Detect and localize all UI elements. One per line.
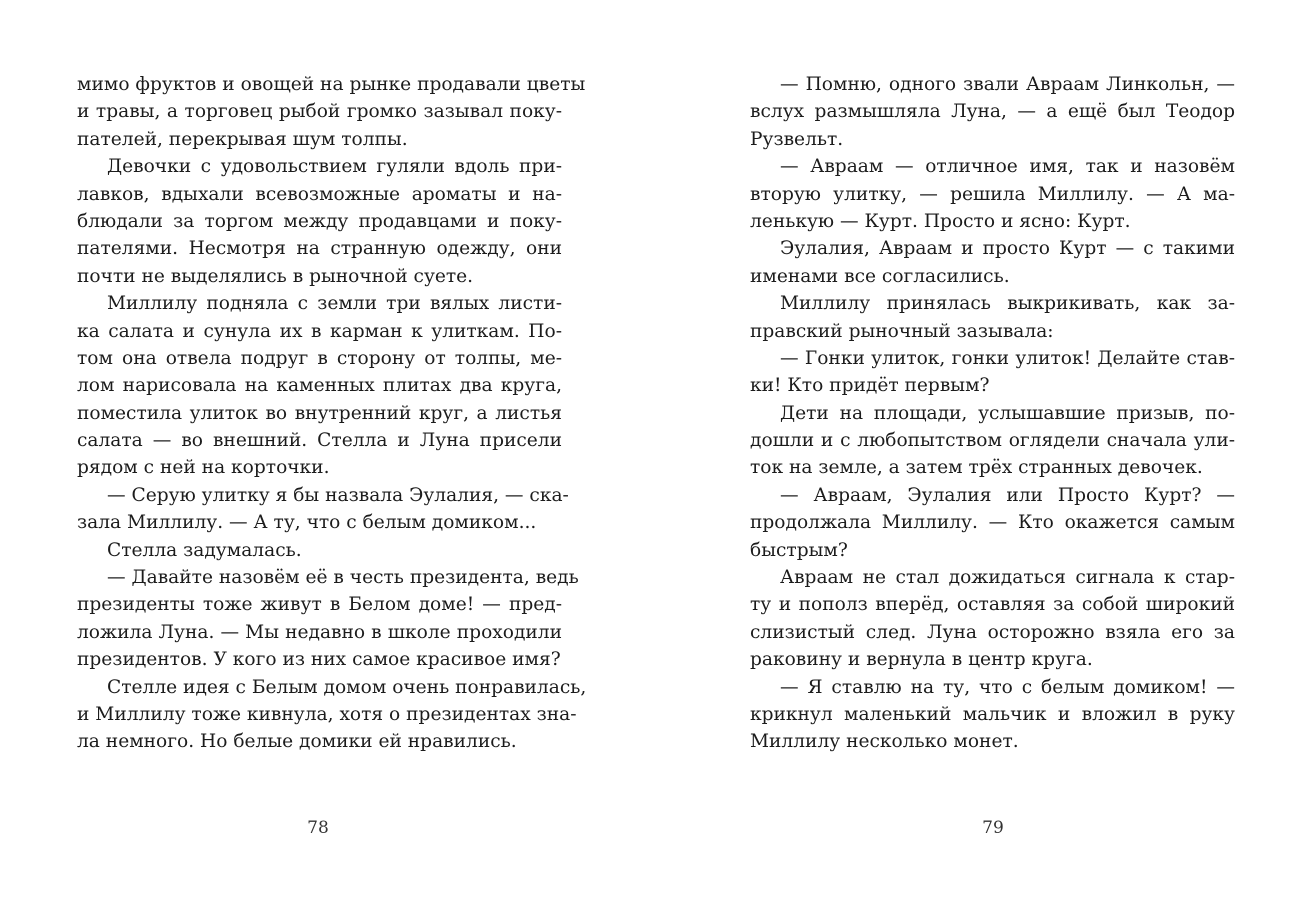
text-line: Дети на площади, услышавшие призыв, по- bbox=[780, 402, 1235, 424]
text-line: салата — во внешний. Стелла и Луна присели bbox=[77, 430, 562, 452]
text-line: правский рыночный зазывала: bbox=[750, 320, 1054, 342]
right-page bbox=[657, 0, 1314, 900]
text-line: — Авраам, Эулалия или Просто Курт? — bbox=[780, 484, 1235, 506]
text-line: именами все согласились. bbox=[750, 265, 1010, 287]
text-line: — Гонки улиток, гонки улиток! Делайте став- bbox=[780, 347, 1235, 369]
text-line: Девочки с удовольствием гуляли вдоль при- bbox=[107, 156, 562, 178]
text-line: Авраам не стал дожидаться сигнала к стар- bbox=[780, 567, 1235, 589]
text-line: Стелла задумалась. bbox=[107, 539, 302, 561]
text-line: лом нарисовала на каменных плитах два круга, bbox=[77, 375, 562, 397]
text-line: ла немного. Но белые домики ей нравились. bbox=[77, 731, 517, 753]
text-line: ложила Луна. — Мы недавно в школе проходили bbox=[77, 621, 562, 643]
text-line: Эулалия, Авраам и просто Курт — с такими bbox=[780, 238, 1235, 260]
text-line: мимо фруктов и овощей на рынке продавали цветы bbox=[77, 74, 586, 95]
text-line: — Давайте назовём её в честь президента, ведь bbox=[107, 567, 579, 589]
right-page-text bbox=[750, 71, 1235, 756]
text-line: поместила улиток во внутренний круг, а листья bbox=[77, 402, 562, 424]
text-line: Миллилу принялась выкрикивать, как за- bbox=[780, 293, 1235, 315]
text-line: — Помню, одного звали Авраам Линкольн, — bbox=[780, 74, 1235, 95]
text-line: крикнул маленький мальчик и вложил в руку bbox=[750, 703, 1235, 725]
text-line: пателей, перекрывая шум толпы. bbox=[77, 128, 408, 150]
text-line: Рузвельт. bbox=[750, 128, 844, 150]
text-line: ка салата и сунула их в карман к улиткам. По- bbox=[77, 320, 562, 342]
text-line: продолжала Миллилу. — Кто окажется самым bbox=[750, 512, 1235, 534]
text-line: ки! Кто придёт первым? bbox=[750, 375, 990, 397]
text-line: быстрым? bbox=[750, 539, 848, 561]
text-line: Стелле идея с Белым домом очень понравилась, bbox=[107, 676, 587, 698]
text-line: ту и пополз вперёд, оставляя за собой широкий bbox=[750, 594, 1235, 616]
text-line: ток на земле, а затем трёх странных девочек. bbox=[750, 457, 1203, 479]
text-line: президентов. У кого из них самое красивое имя? bbox=[77, 649, 561, 671]
text-line: рядом с ней на корточки. bbox=[77, 457, 330, 479]
text-line: вторую улитку, — решила Миллилу. — А ма- bbox=[750, 183, 1235, 205]
text-line: президенты тоже живут в Белом доме! — пред- bbox=[77, 594, 562, 616]
text-line: — Серую улитку я бы назвала Эулалия, — ска- bbox=[107, 484, 569, 506]
text-line: вслух размышляла Луна, — а ещё был Теодор bbox=[750, 101, 1235, 123]
text-line: пателями. Несмотря на странную одежду, они bbox=[77, 238, 562, 260]
text-line: ленькую — Курт. Просто и ясно: Курт. bbox=[750, 210, 1131, 232]
text-line: дошли и с любопытством оглядели сначала ули- bbox=[750, 430, 1235, 452]
text-line: и травы, а торговец рыбой громко зазывал поку- bbox=[77, 101, 562, 123]
left-page-text bbox=[77, 71, 587, 756]
text-line: Миллилу несколько монет. bbox=[750, 731, 1019, 753]
left-page-number: 78 bbox=[307, 818, 329, 838]
text-line: раковину и вернула в центр круга. bbox=[750, 649, 1093, 671]
text-line: почти не выделялись в рыночной суете. bbox=[77, 265, 474, 287]
text-line: — Я ставлю на ту, что с белым домиком! — bbox=[780, 676, 1235, 698]
text-line: блюдали за торгом между продавцами и поку- bbox=[77, 210, 562, 232]
text-line: том она отвела подруг в сторону от толпы, ме- bbox=[77, 347, 562, 369]
text-line: зала Миллилу. — А ту, что с белым домиком... bbox=[77, 512, 537, 534]
right-page-number: 79 bbox=[982, 818, 1004, 838]
text-line: Миллилу подняла с земли три вялых листи- bbox=[107, 293, 562, 315]
text-line: — Авраам — отличное имя, так и назовём bbox=[780, 156, 1235, 178]
text-line: и Миллилу тоже кивнула, хотя о президентах зна- bbox=[77, 703, 577, 725]
text-line: лавков, вдыхали всевозможные ароматы и на- bbox=[77, 183, 562, 205]
text-line: слизистый след. Луна осторожно взяла его за bbox=[750, 621, 1235, 643]
